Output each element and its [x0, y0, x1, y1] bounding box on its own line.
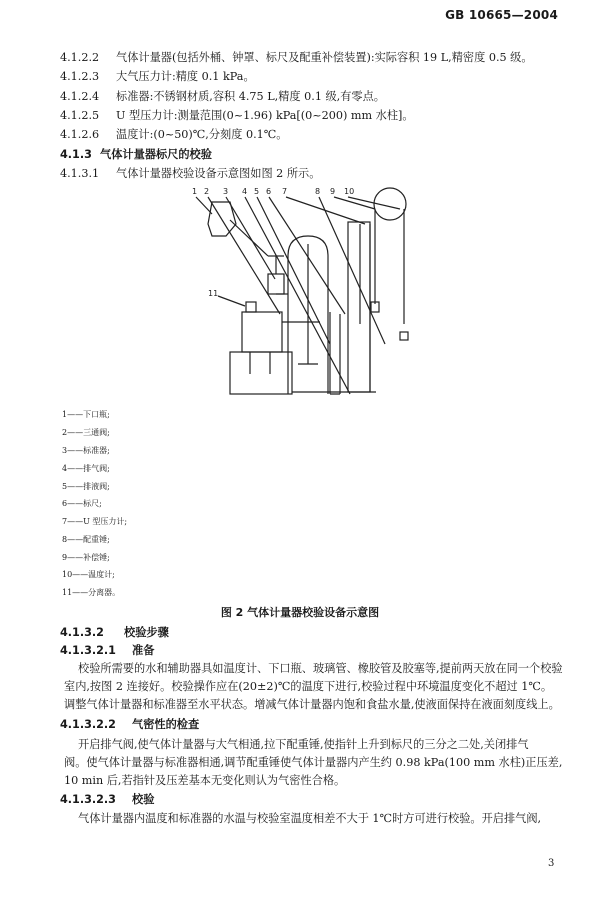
airtightness-paragraph: 开启排气阀,使气体计量器与大气相通,拉下配重锤,使指针上升到标尺的三分之二处,关闭排气 阀。使气体计量器与标准器相通,调节配重锤使气体计量器内产生约 0.98 kPa(100 mm 水柱)正压差, 10 min 后,若指针及压差基本无变化则认为气密性合格。: [64, 738, 563, 787]
callout-11: 11: [208, 289, 219, 298]
callout-2: 2: [204, 187, 210, 196]
separator: [242, 312, 282, 352]
prep-paragraph: 校验所需要的水和辅助器具如温度计、下口瓶、玻璃管、橡胶管及胶塞等,提前两天放在同一个校验 室内,按图 2 连接好。校验操作应在(20±2)℃的温度下进行,校验过程中环境温度变化不超过 1℃。 调整气体计量器和标准器至水平状态。增减气体计量器内饱和食盐水量,使液面保持在液面刻度线上。: [64, 662, 563, 711]
legend-item: 2——三通阀;: [62, 428, 110, 437]
page-number: 3: [548, 858, 555, 869]
standard-code: GB 10665—2004: [445, 8, 558, 22]
u-tube-manometer: [330, 312, 340, 394]
legend-item: 3——标准器;: [62, 446, 110, 455]
legend-item: 5——排液阀;: [62, 482, 110, 491]
legend-item: 7——U 型压力计;: [62, 517, 128, 526]
callout-6: 6: [266, 187, 272, 196]
item-4124: 4.1.2.4 标准器:不锈钢材质,容积 4.75 L,精度 0.1 级,有零点。: [60, 90, 385, 103]
legend-item: 1——下口瓶;: [62, 410, 110, 419]
item-4125: 4.1.2.5 U 型压力计:测量范围(0~1.96) kPa[(0~200) mm 水柱]。: [60, 109, 414, 122]
section-4-1-3-2-heading: 4.1.3.2 校验步骤: [60, 626, 169, 639]
legend-item: 9——补偿锤;: [62, 553, 110, 562]
callout-7: 7: [282, 187, 288, 196]
figure-caption: 图 2 气体计量器校验设备示意图: [220, 606, 380, 619]
section-4-1-3-heading: 4.1.3 气体计量器标尺的校验: [60, 148, 212, 161]
legend-item: 6——标尺;: [62, 499, 102, 508]
callout-9: 9: [330, 187, 336, 196]
item-4126: 4.1.2.6 温度计:(0~50)℃,分刻度 0.1℃。: [60, 128, 288, 141]
callout-5: 5: [254, 187, 260, 196]
calibration-equipment-diagram: [190, 184, 420, 404]
scale-column: [348, 222, 370, 392]
legend-item: 4——排气阀;: [62, 464, 110, 473]
item-4122: 4.1.2.2 气体计量器(包括外桶、钟罩、标尺及配重补偿装置):实际容积 19 L,精密度 0.5 级。: [60, 51, 533, 64]
legend-item: 10——温度计;: [62, 570, 115, 579]
legend-item: 11——分离器。: [62, 588, 121, 597]
item-4131: 4.1.3.1 气体计量器校验设备示意图如图 2 所示。: [60, 167, 321, 180]
counterweight: [400, 332, 408, 340]
legend-item: 8——配重锤;: [62, 535, 110, 544]
standard-vessel: [268, 274, 284, 294]
callout-1: 1: [192, 187, 198, 196]
callout-4: 4: [242, 187, 248, 196]
item-4123: 4.1.2.3 大气压力计:精度 0.1 kPa。: [60, 70, 255, 83]
callout-8: 8: [315, 187, 321, 196]
callout-3: 3: [223, 187, 229, 196]
verification-paragraph: 气体计量器内温度和标准器的水温与校验室温度相差不大于 1℃时方可进行校验。开启排气阀,: [78, 812, 542, 825]
airtightness-heading: 4.1.3.2.2 气密性的检查: [60, 718, 200, 731]
verification-heading: 4.1.3.2.3 校验: [60, 793, 155, 806]
prep-heading: 4.1.3.2.1 准备: [60, 644, 155, 657]
callout-10: 10: [344, 187, 355, 196]
